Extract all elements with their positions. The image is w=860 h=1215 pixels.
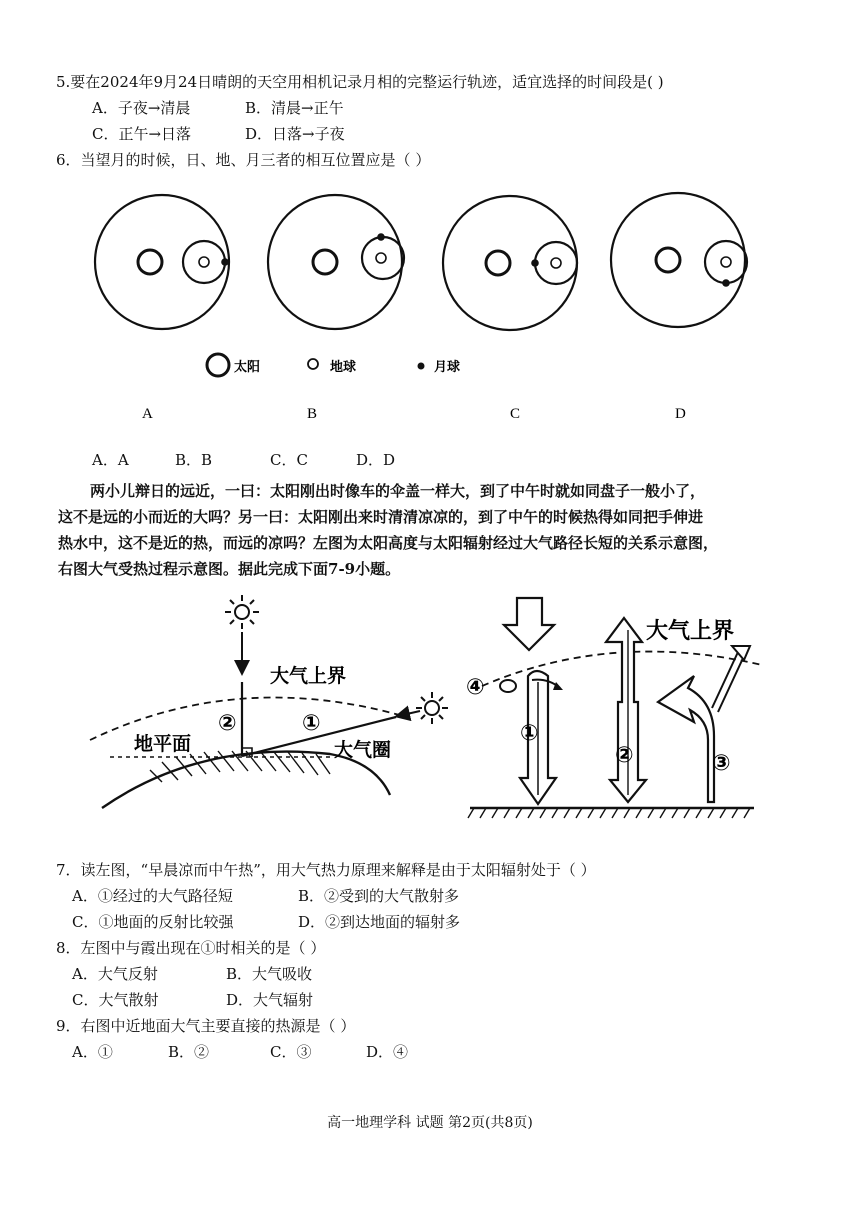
panel-label-c: C	[510, 406, 521, 422]
panel-label-d: D	[675, 406, 686, 422]
panel-b-moon-orbit	[362, 237, 404, 279]
reading-passage	[58, 478, 778, 582]
passage-line-2: 这不是远的小而近的大吗？另一曰：太阳刚出来时清清凉凉的，到了中午的时候热得如同把手伸进	[58, 508, 704, 526]
atmosphere-label: 大气圈	[334, 739, 392, 761]
q9-option-c: C．③	[270, 1043, 312, 1061]
legend-earth-label: 地球	[330, 360, 357, 375]
q6-option-c: C．C	[270, 451, 308, 469]
q9-stem: 9．右图中近地面大气主要直接的热源是（ ）	[56, 1017, 356, 1035]
q9-option-a: A．①	[72, 1043, 113, 1061]
panel-c-moon	[531, 259, 539, 267]
q6-diagrams	[0, 190, 860, 450]
right-fig-top-label: 大气上界	[646, 619, 735, 644]
panel-d-moon	[722, 279, 730, 287]
q5-option-a: A．子夜→清晨	[92, 99, 191, 117]
legend-moon-symbol	[418, 363, 425, 370]
right-figure-atmosphere-heating	[462, 590, 762, 830]
left-marker-1: ①	[302, 711, 321, 736]
q7-option-b: B．②受到的大气散射多	[298, 887, 460, 905]
q8-option-a: A．大气反射	[72, 965, 158, 983]
panel-b-moon	[377, 233, 385, 241]
right-marker-3: ③	[712, 751, 731, 776]
q6-option-d: D．D	[356, 451, 396, 469]
q5-option-d: D．日落→子夜	[245, 125, 345, 143]
panel-label-a: A	[142, 406, 153, 422]
passage-line-3: 热水中，这不是近的热，而远的凉吗？左图为太阳高度与太阳辐射经过大气路径长短的关系示意图，	[58, 534, 719, 552]
panel-d-sun	[656, 248, 680, 272]
panel-c-earth	[551, 258, 561, 268]
passage-line-1: 两小儿辩日的远近，一曰：太阳刚出时像车的伞盖一样大，到了中午时就如同盘子一般小了，	[90, 482, 706, 500]
right-marker-1: ①	[520, 721, 539, 746]
panel-a-sun	[138, 250, 162, 274]
legend-moon-label: 月球	[434, 360, 461, 375]
q9-option-d: D．④	[366, 1043, 409, 1061]
panel-a-moon	[221, 258, 229, 266]
left-marker-2: ②	[218, 711, 237, 736]
incoming-solar-arrow	[504, 598, 554, 650]
panel-b-orbit	[268, 195, 402, 329]
panel-d-moon-orbit	[705, 241, 747, 283]
panel-b-earth	[376, 253, 386, 263]
q7-option-d: D．②到达地面的辐射多	[298, 913, 461, 931]
q5-option-b: B．清晨→正午	[245, 99, 344, 117]
panel-a-moon-orbit	[183, 241, 225, 283]
ground-radiation-arrow-3	[658, 676, 714, 802]
q7-option-c: C．①地面的反射比较强	[72, 913, 234, 931]
atmospheric-radiation-arrow-2	[606, 618, 646, 802]
panel-c-sun	[486, 251, 510, 275]
q9-option-b: B．②	[168, 1043, 210, 1061]
q5-option-c: C．正午→日落	[92, 125, 192, 143]
legend-earth-symbol	[308, 359, 318, 369]
q7-option-a: A．①经过的大气路径短	[72, 887, 233, 905]
panel-c-moon-orbit	[535, 242, 577, 284]
panel-d-orbit	[611, 193, 745, 327]
q8-option-c: C．大气散射	[72, 991, 159, 1009]
passage-line-4: 右图大气受热过程示意图。据此完成下面7-9小题。	[58, 560, 401, 578]
q8-stem: 8．左图中与霞出现在①时相关的是（ ）	[56, 939, 326, 957]
legend-sun-label: 太阳	[234, 360, 261, 375]
legend-sun-symbol	[207, 354, 229, 376]
page-footer: 高一地理学科 试题 第2页(共8页)	[327, 1115, 533, 1131]
sun-icon-top	[225, 595, 259, 629]
right-marker-2: ②	[615, 743, 634, 768]
right-marker-4: ④	[466, 675, 485, 700]
q8-option-b: B．大气吸收	[226, 965, 313, 983]
panel-b-sun	[313, 250, 337, 274]
q7-stem: 7．读左图，“早晨凉而中午热”，用大气热力原理来解释是由于太阳辐射处于（ ）	[56, 861, 596, 879]
sun-icon-right	[416, 692, 448, 724]
panel-a-earth	[199, 257, 209, 267]
panel-d-earth	[721, 257, 731, 267]
q6-option-a: A．A	[92, 451, 129, 469]
q6-option-b: B．B	[175, 451, 213, 469]
left-figure-sun-path	[90, 590, 510, 830]
q6-stem: 6．当望月的时候，日、地、月三者的相互位置应是（ ）	[56, 151, 431, 169]
left-fig-top-label: 大气上界	[270, 665, 347, 687]
horizon-label: 地平面	[134, 733, 192, 755]
q8-option-d: D．大气辐射	[226, 991, 314, 1009]
q5-stem: 5.要在2024年9月24日晴朗的天空用相机记录月相的完整运行轨迹，适宜选择的时间段是( )	[56, 73, 664, 91]
panel-label-b: B	[307, 406, 318, 422]
